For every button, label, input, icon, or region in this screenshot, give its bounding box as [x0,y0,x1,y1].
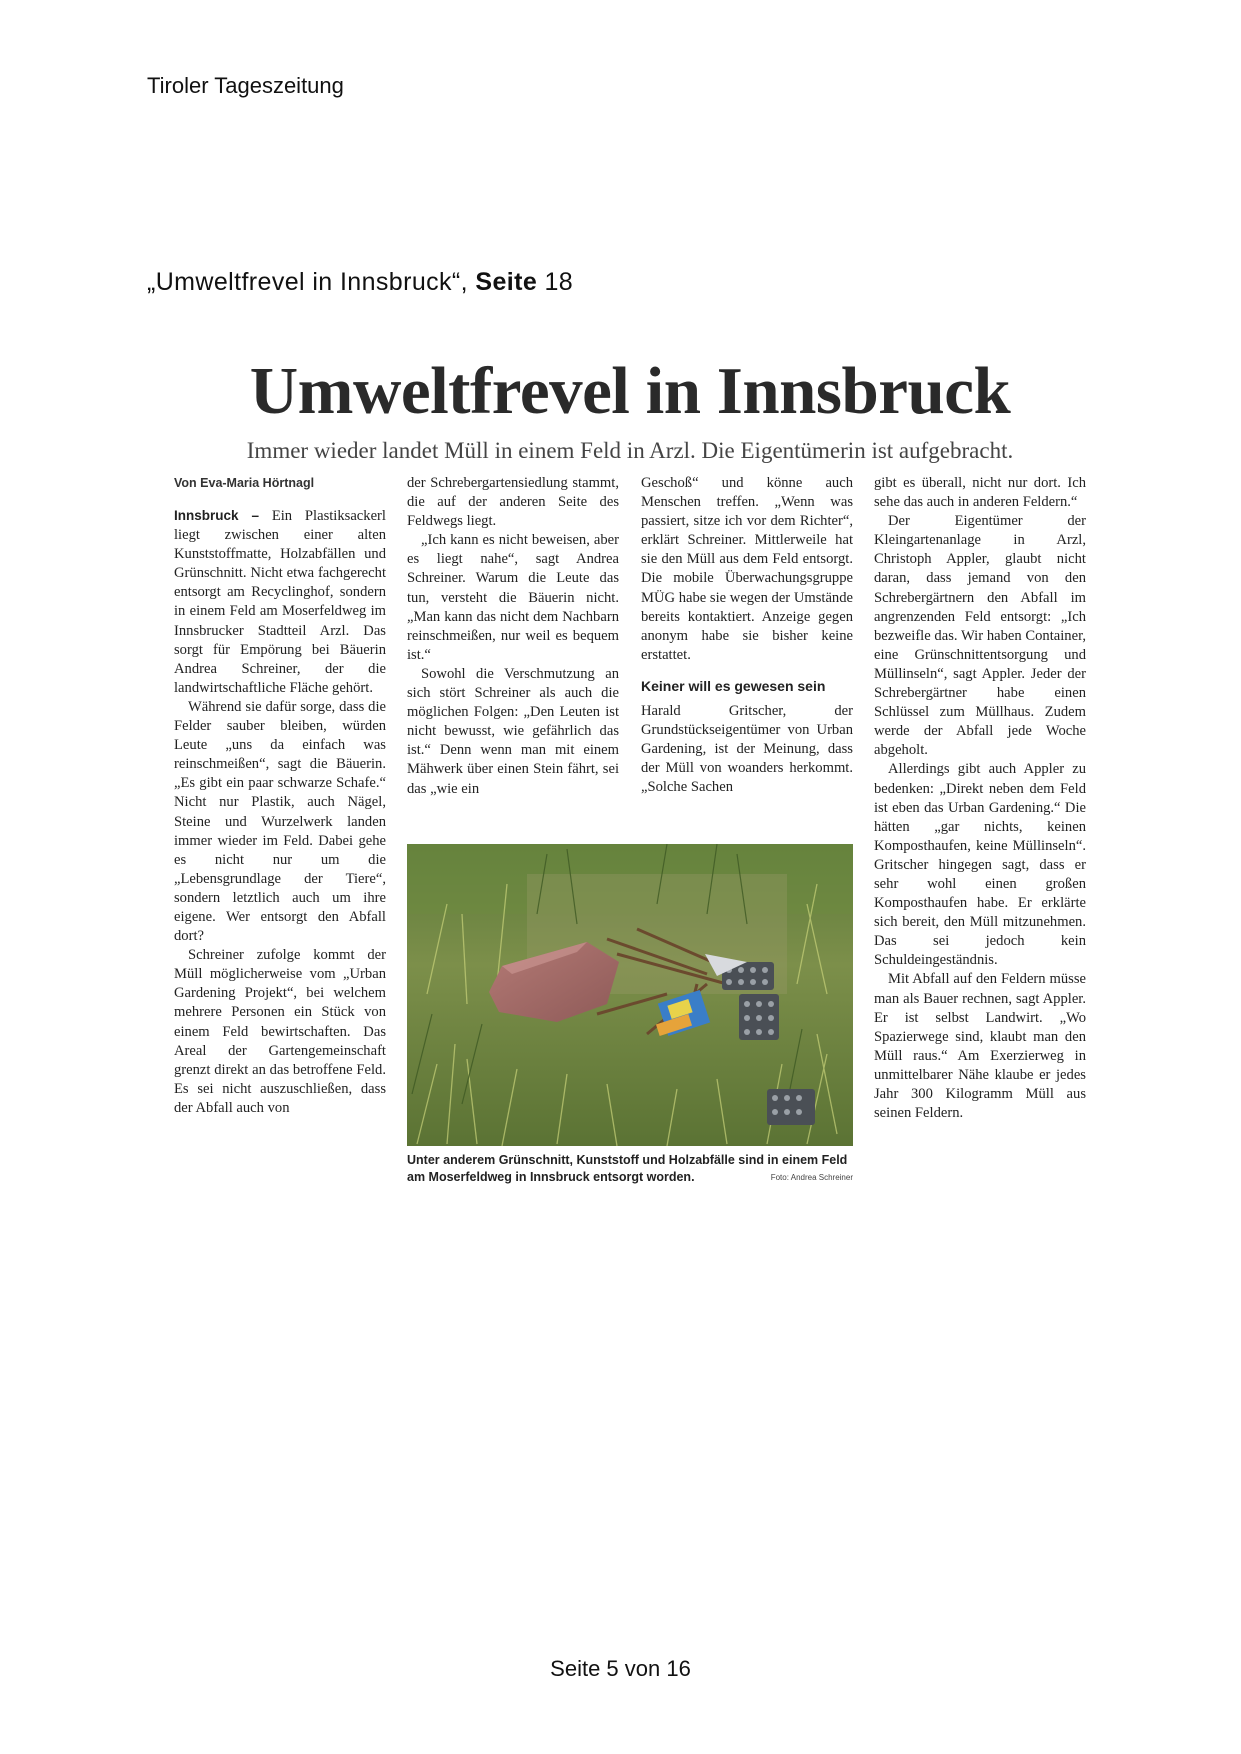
article-column-2 [407,474,619,799]
article-paragraph: Schreiner zufolge kommt der Müll möglicherweise vom „Urban Gardening Projekt“, bei welchem mehrere Personen ein Stück von einem Feld bewirtschaften. Das Areal der Gartengemeinschaft grenzt direkt an das betroffene Feld. Es sei nicht auszuschließen, dass der Abfall auch von [174,947,386,1116]
newspaper-clipping [170,352,1090,1202]
article-paragraph: Harald Gritscher, der Grundstückseigentümer von Urban Gardening, ist der Meinung, dass der Müll von woanders herkommt. „Solche Sachen [641,703,853,796]
article-reference-page-label: Seite [475,268,538,296]
article-reference [147,268,573,297]
article-paragraph: gibt es überall, nicht nur dort. Ich sehe das auch in anderen Feldern.“ [874,475,1086,511]
article-paragraph: Mit Abfall auf den Feldern müsse man als Bauer rechnen, sagt Appler. Er ist selbst Landwirt. „Wo Spazierwege sind, klaubt man den Müll raus.“ Am Exerzierweg in unmittelbarer Nähe klaube er jedes Jahr 300 Kilogramm Müll aus seinen Feldern. [874,971,1086,1122]
photo-credit: Foto: Andrea Schreiner [770,1173,853,1182]
article-paragraph: Allerdings gibt auch Appler zu bedenken: „Direkt neben dem Feld ist eben das Urban Gardening.“ Die hätten „gar nichts, keinen Komposthaufen, keine Müllinseln“. Gritscher hingegen sagt, dass er sehr wohl einen großen Komposthaufen habe. Er erklärte sich bereit, den Müll mitzunehmen. Das sei jedoch kein Schuldeingeständnis. [874,761,1086,969]
publication-name: Tiroler Tageszeitung [147,73,344,98]
article-paragraph: Innsbruck – Ein Plastiksackerl liegt zwischen einer alten Kunststoffmatte, Holzabfällen und Grünschnitt. Nicht etwa fachgerecht entsorgt am Recyclinghof, sondern in einem Feld am Moserfeldweg im Innsbrucker Stadtteil Arzl. Das sorgt für Empörung bei Bäuerin Andrea Schreiner, der die landwirtschaftliche Fläche gehört. [174,508,386,696]
article-column-1 [174,474,386,1118]
article-paragraph: Geschoß“ und könne auch Menschen treffen. „Wenn was passiert, sitze ich vor dem Richter“, erklärt Schreiner. Mittlerweile hat sie den Müll aus dem Feld entsorgt. Die mobile Überwachungsgruppe MÜG habe sie wegen der Umstände bereits kontaktiert. Anzeige gegen anonym habe sie bisher keine erstattet. [641,475,853,663]
article-subhead: Keiner will es gewesen sein [641,677,826,694]
article-paragraph: Sowohl die Verschmutzung an sich stört Schreiner als auch die möglichen Folgen: „Den Leuten ist nicht bewusst, wie gefährlich das ist.“ Denn wenn man mit einem Mähwerk über einen Stein fährt, sei das „wie ein [407,665,619,797]
photo-caption [407,1152,853,1186]
article-paragraph: der Schrebergartensiedlung stammt, die auf der anderen Seite des Feldwegs liegt. [407,475,619,530]
article-reference-page-number: 18 [544,268,574,296]
article-column-3 [641,474,853,798]
article-photo [407,844,853,1146]
article-paragraph: „Ich kann es nicht beweisen, aber es liegt nahe“, sagt Andrea Schreiner. Warum die Leute das tun, versteht die Bäuerin nicht. „Man kann das nicht dem Nachbarn reinschmeißen, nur weil es bequem ist.“ [407,532,619,663]
page-indicator: Seite 5 von 16 [550,1656,691,1681]
article-byline: Von Eva-Maria Hörtnagl [174,476,315,490]
article-reference-title: „Umweltfrevel in Innsbruck“, [147,268,469,296]
article-paragraph: Der Eigentümer der Kleingartenanlage in Arzl, Christoph Appler, glaubt nicht daran, dass jemand von den Schrebergärtnern den Abfall im angrenzenden Feld entsorgt: „Ich bezweifle das. Wir haben Container, eine Grünschnittentsorgung und Müllinseln“, sagt Appler. Jeder der Schrebergärtner habe einen Schlüssel zum Müllhaus. Zudem werde der Abfall jede Woche abgeholt. [874,513,1086,759]
article-headline: Umweltfrevel in Innsbruck [249,354,1011,428]
article-subheadline: Immer wieder landet Müll in einem Feld in Arzl. Die Eigentümerin ist aufgebracht. [246,438,1014,463]
article-column-4 [874,474,1086,1123]
article-dateline: Innsbruck – [174,508,259,523]
article-paragraph: Während sie dafür sorge, dass die Felder sauber bleiben, würden Leute „uns da einfach was reinschmeißen“, sagt die Bäuerin. „Es gibt ein paar schwarze Schafe.“ Nicht nur Plastik, auch Nägel, Steine und Wurzelwerk landen immer wieder im Feld. Dabei gehe es nicht nur um die „Lebensgrundlage der Tiere“, sondern letztlich auch um ihre eigene. Wer entsorgt den Abfall dort? [174,698,386,945]
photo-caption-text: Unter anderem Grünschnitt, Kunststoff und Holzabfälle sind in einem Feld am Moserfeldweg in Innsbruck entsorgt worden. [407,1153,848,1184]
